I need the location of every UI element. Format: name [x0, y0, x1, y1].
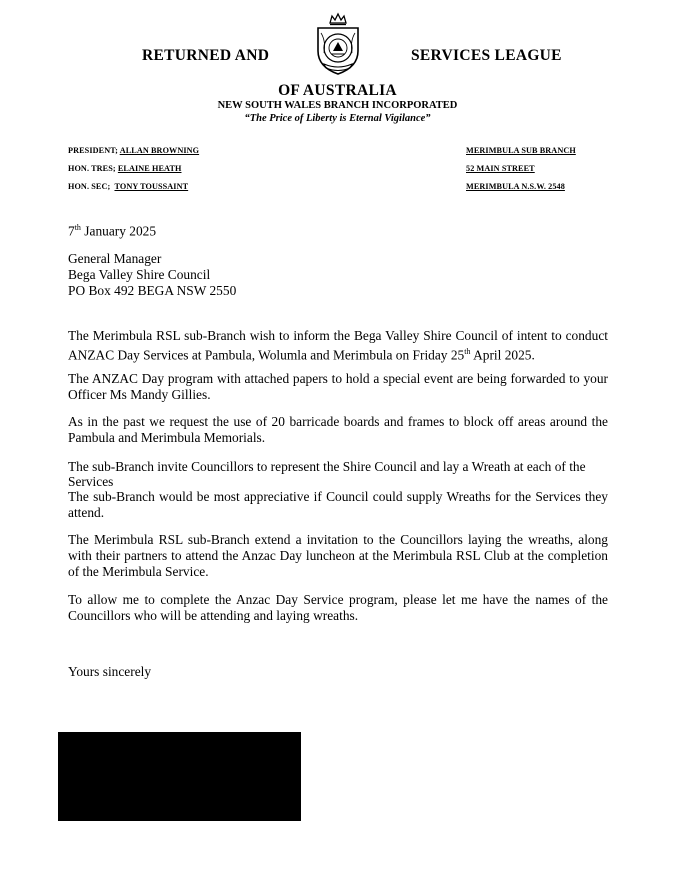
paragraph-4-line-1: The sub-Branch invite Councillors to represent the Shire Council and lay a Wreath at each of the: [68, 459, 586, 474]
paragraph-2: The ANZAC Day program with attached papers to hold a special event are being forwarded to your Officer Ms Mandy Gillies.: [68, 371, 608, 402]
paragraph-1: The Merimbula RSL sub-Branch wish to inform the Bega Valley Shire Council of intent to conduct ANZAC Day Services at Pambula, Wolumla and Merimbula on Friday 25th April 2025.: [68, 328, 608, 363]
sub-branch-town: MERIMBULA N.S.W. 2548: [466, 182, 565, 191]
paragraph-3: As in the past we request the use of 20 barricade boards and frames to block off areas around the Pambula and Merimbula Memorials.: [68, 414, 608, 445]
letter-date: 7th January 2025: [68, 223, 157, 239]
paragraph-6: The Merimbula RSL sub-Branch extend a invitation to the Councillors laying the wreaths, along with their partners to attend the Anzac Day luncheon at the Merimbula RSL Club at the completion of the Merimbula Service.: [68, 532, 608, 579]
paragraph-5: The sub-Branch would be most appreciative if Council could supply Wreaths for the Services they attend.: [68, 489, 608, 520]
officer-president: [68, 146, 199, 155]
sub-branch-street: 52 MAIN STREET: [466, 164, 535, 173]
letterhead-branch: NEW SOUTH WALES BRANCH INCORPORATED: [217, 100, 458, 111]
letterhead-motto: “The Price of Liberty is Eternal Vigilance”: [244, 113, 431, 124]
recipient-line-2: Bega Valley Shire Council: [68, 267, 211, 282]
treasurer-name: ELAINE HEATH: [117, 164, 182, 173]
officer-treasurer: [68, 164, 181, 173]
closing: Yours sincerely: [68, 664, 152, 679]
secretary-label: HON. SEC;: [68, 182, 111, 191]
signature-redaction: [58, 732, 301, 821]
letterhead-title-right: SERVICES LEAGUE: [411, 47, 562, 64]
recipient-line-1: General Manager: [68, 251, 162, 266]
sub-branch-name: MERIMBULA SUB BRANCH: [466, 146, 576, 155]
recipient-line-3: PO Box 492 BEGA NSW 2550: [68, 283, 237, 298]
president-label: PRESIDENT;: [68, 146, 118, 155]
paragraph-4-line-2: Services: [68, 474, 114, 489]
letterhead-title-left: RETURNED AND: [142, 47, 270, 64]
treasurer-label: HON. TRES;: [68, 164, 116, 173]
rsl-emblem-icon: [308, 11, 368, 77]
officer-secretary: [68, 182, 188, 191]
letterhead-title-center: OF AUSTRALIA: [278, 82, 397, 99]
president-name: ALLAN BROWNING: [119, 146, 200, 155]
secretary-name: TONY TOUSSAINT: [114, 182, 189, 191]
paragraph-7: To allow me to complete the Anzac Day Service program, please let me have the names of the Councillors who will be attending and laying wreaths.: [68, 592, 608, 623]
